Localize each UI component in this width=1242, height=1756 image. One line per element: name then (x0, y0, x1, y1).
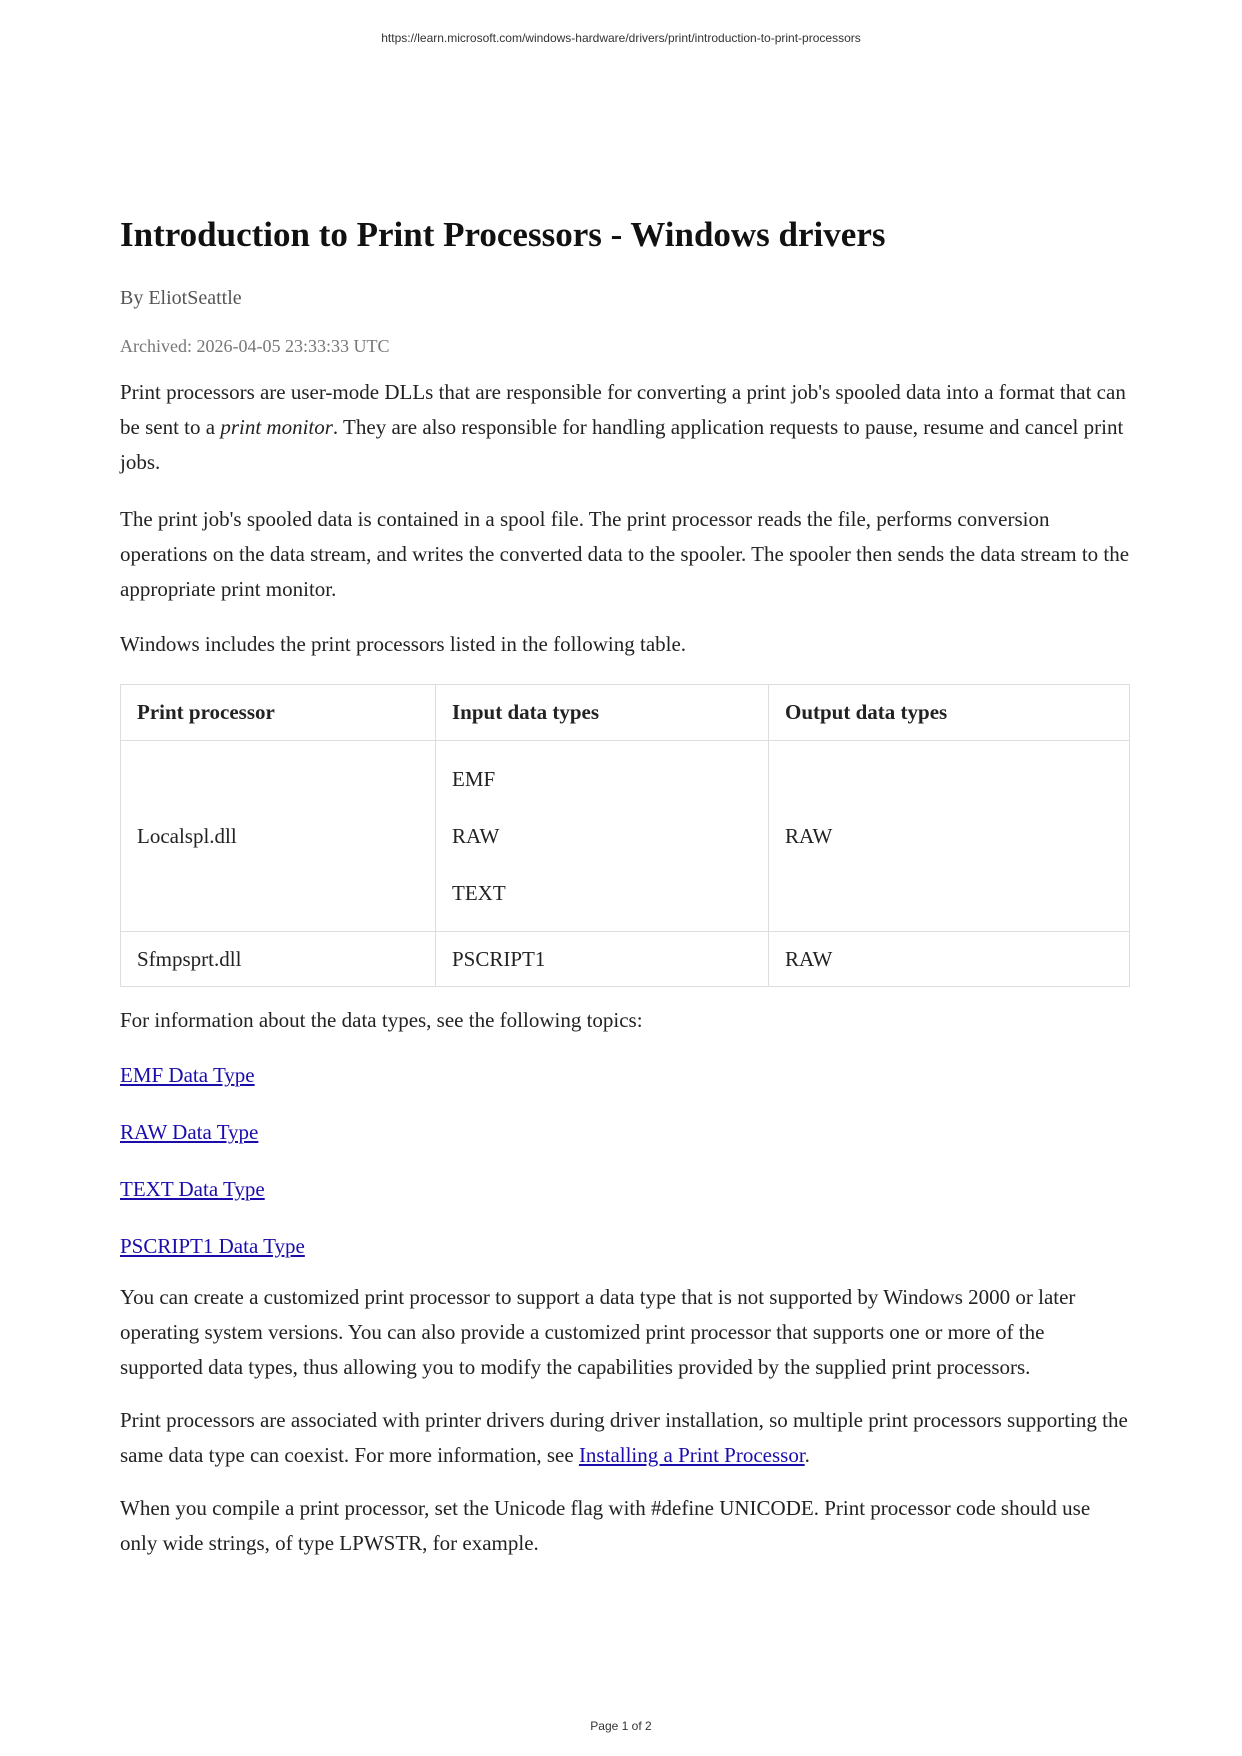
cell-output-type: RAW (769, 741, 1130, 932)
table-row (121, 932, 1130, 987)
custom-processor-paragraph: You can create a customized print processor to support a data type that is not supported by Windows 2000 or later operating system versions. You can also provide a customized print processor that supports one or more of the supported data types, thus allowing you to modify the capabilities provided by the supplied print processors. (120, 1285, 1076, 1379)
print-processors-table (120, 684, 1130, 987)
cell-output-type: RAW (769, 932, 1130, 987)
intro-text-start: Print processors are user-mode DLLs that are responsible for converting a print job's spooled data into a format that can be sent to a (120, 380, 1126, 439)
input-type: RAW (452, 823, 500, 848)
intro-paragraph (120, 375, 1130, 480)
intro-text-end: . They are also responsible for handling application requests to pause, resume and cancel print jobs. (120, 415, 1124, 474)
data-types-intro: For information about the data types, see the following topics: (120, 1008, 643, 1032)
archived-timestamp: Archived: 2026-04-05 23:33:33 UTC (120, 336, 390, 356)
installation-text-end: . (804, 1443, 810, 1467)
link-item (120, 1172, 1130, 1207)
article-content (120, 212, 1130, 1561)
link-item (120, 1115, 1130, 1150)
cell-processor: Localspl.dll (121, 741, 436, 932)
installing-print-processor-link[interactable]: Installing a Print Processor (578, 1443, 805, 1467)
raw-data-type-link[interactable]: RAW Data Type (120, 1120, 259, 1144)
cell-processor: Sfmpsprt.dll (121, 932, 436, 987)
cell-input-types (436, 741, 769, 932)
table-intro-paragraph: Windows includes the print processors listed in the following table. (120, 632, 687, 656)
print-monitor-term: print monitor (220, 415, 333, 439)
text-data-type-link[interactable]: TEXT Data Type (120, 1177, 265, 1201)
author-byline: By EliotSeattle (120, 287, 242, 309)
input-type: EMF (452, 766, 496, 791)
header-input-data-types: Input data types (436, 685, 769, 741)
spool-paragraph: The print job's spooled data is contained in a spool file. The print processor reads the file, performs conversion operations on the data stream, and writes the converted data to the spooler. The spooler then sends the data stream to the appropriate print monitor. (120, 507, 1130, 601)
page-number: Page 1 of 2 (590, 1719, 652, 1733)
emf-data-type-link[interactable]: EMF Data Type (120, 1063, 255, 1087)
cell-input-types: PSCRIPT1 (436, 932, 769, 987)
header-output-data-types: Output data types (769, 685, 1130, 741)
page-title: Introduction to Print Processors - Windows drivers (120, 215, 886, 254)
link-item (120, 1058, 1130, 1093)
link-item (120, 1229, 1130, 1264)
installation-text-start: Print processors are associated with printer drivers during driver installation, so multiple print processors supporting the same data type can coexist. For more information, see (120, 1408, 1128, 1467)
pscript1-data-type-link[interactable]: PSCRIPT1 Data Type (120, 1234, 305, 1258)
unicode-paragraph: When you compile a print processor, set the Unicode flag with #define UNICODE. Print processor code should use only wide strings, of type LPWSTR, for example. (120, 1496, 1091, 1555)
table-header-row (121, 685, 1130, 741)
page-url-header: https://learn.microsoft.com/windows-hardware/drivers/print/introduction-to-print-processors (381, 31, 861, 45)
header-print-processor: Print processor (121, 685, 436, 741)
input-type: TEXT (452, 880, 506, 905)
driver-installation-paragraph (120, 1403, 1130, 1473)
table-row (121, 741, 1130, 932)
